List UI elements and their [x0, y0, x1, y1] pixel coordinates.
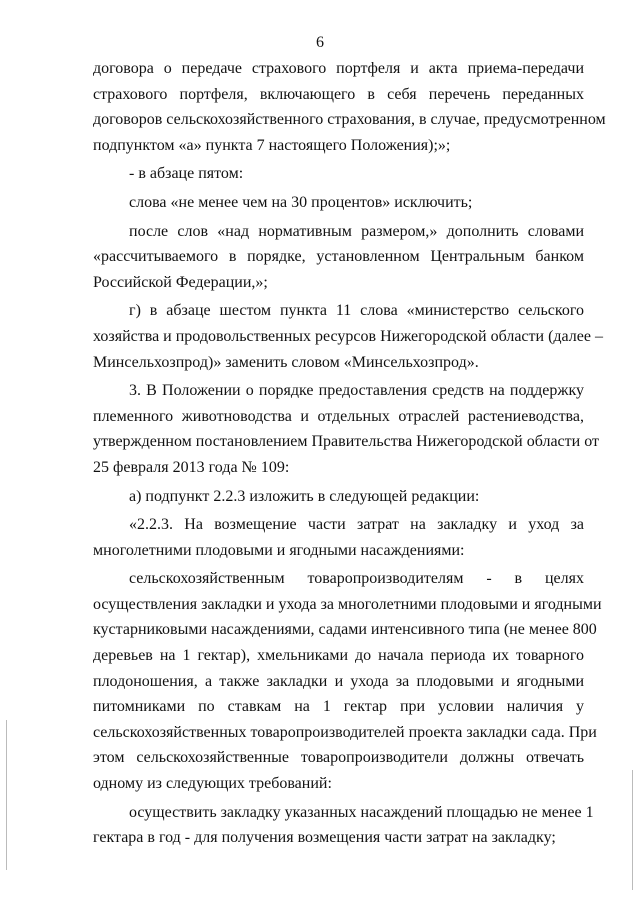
text-line: «рассчитываемого в порядке, установленном Центральным банком [93, 248, 584, 266]
text-line: «2.2.3. На возмещение части затрат на закладку и уход за [129, 516, 584, 534]
text-line: плодоношения, а также закладки и ухода за плодовыми и ягодными [93, 672, 584, 690]
text-line: после слов «над нормативным размером,» дополнить словами [129, 222, 584, 240]
text-line: договора о передаче страхового портфеля и акта приема-передачи [93, 60, 584, 77]
text-line: сельскохозяйственным товаропроизводителям - в целях [129, 570, 584, 588]
text-line: хозяйства и продовольственных ресурсов Нижегородской области (далее – [93, 327, 603, 345]
text-line: утвержденном постановлением Правительства Нижегородской области от [93, 433, 599, 451]
text-line: сельскохозяйственных товаропроизводителей проекта закладки сада. При [93, 723, 597, 741]
text-line: Российской Федерации,»; [93, 273, 268, 291]
text-line: племенного животноводства и отдельных отраслей растениеводства, [93, 407, 584, 425]
document-body [93, 56, 606, 851]
page-number: 6 [316, 34, 324, 51]
text-line: питомниками по ставкам на 1 гектар при условии наличия у [93, 698, 584, 716]
text-line: 3. В Положении о порядке предоставления средств на поддержку [129, 382, 584, 400]
text-line: деревьев на 1 гектар), хмельниками до начала периода их товарного [93, 647, 584, 665]
text-line: страхового портфеля, включающего в себя перечень переданных [93, 85, 584, 103]
text-line: подпунктом «а» пункта 7 настоящего Положения);»; [93, 136, 451, 154]
text-line: Минсельхозпрод)» заменить словом «Минсельхозпрод». [93, 353, 479, 371]
text-line: этом сельскохозяйственные товаропроизводители должны отвечать [93, 749, 584, 767]
text-line: - в абзаце пятом: [129, 165, 244, 183]
text-line: многолетними плодовыми и ягодными насаждениями: [93, 541, 465, 559]
text-line: кустарниковыми насаждениями, садами интенсивного типа (не менее 800 [93, 621, 597, 639]
text-line: а) подпункт 2.2.3 изложить в следующей редакции: [129, 487, 480, 505]
text-line: слова «не менее чем на 30 процентов» исключить; [129, 193, 473, 211]
scan-edge-left [6, 720, 7, 870]
text-line: осуществить закладку указанных насаждений площадью не менее 1 [129, 803, 594, 821]
text-line: г) в абзаце шестом пункта 11 слова «министерство сельского [129, 302, 584, 320]
text-line: одному из следующих требований: [93, 775, 332, 793]
text-line: гектара в год - для получения возмещения части затрат на закладку; [93, 829, 556, 847]
scan-edge-right [632, 770, 633, 890]
text-line: осуществления закладки и ухода за многолетними плодовыми и ягодными [93, 595, 602, 613]
text-line: 25 февраля 2013 года № 109: [93, 458, 290, 476]
text-line: договоров сельскохозяйственного страхования, в случае, предусмотренном [93, 111, 606, 129]
